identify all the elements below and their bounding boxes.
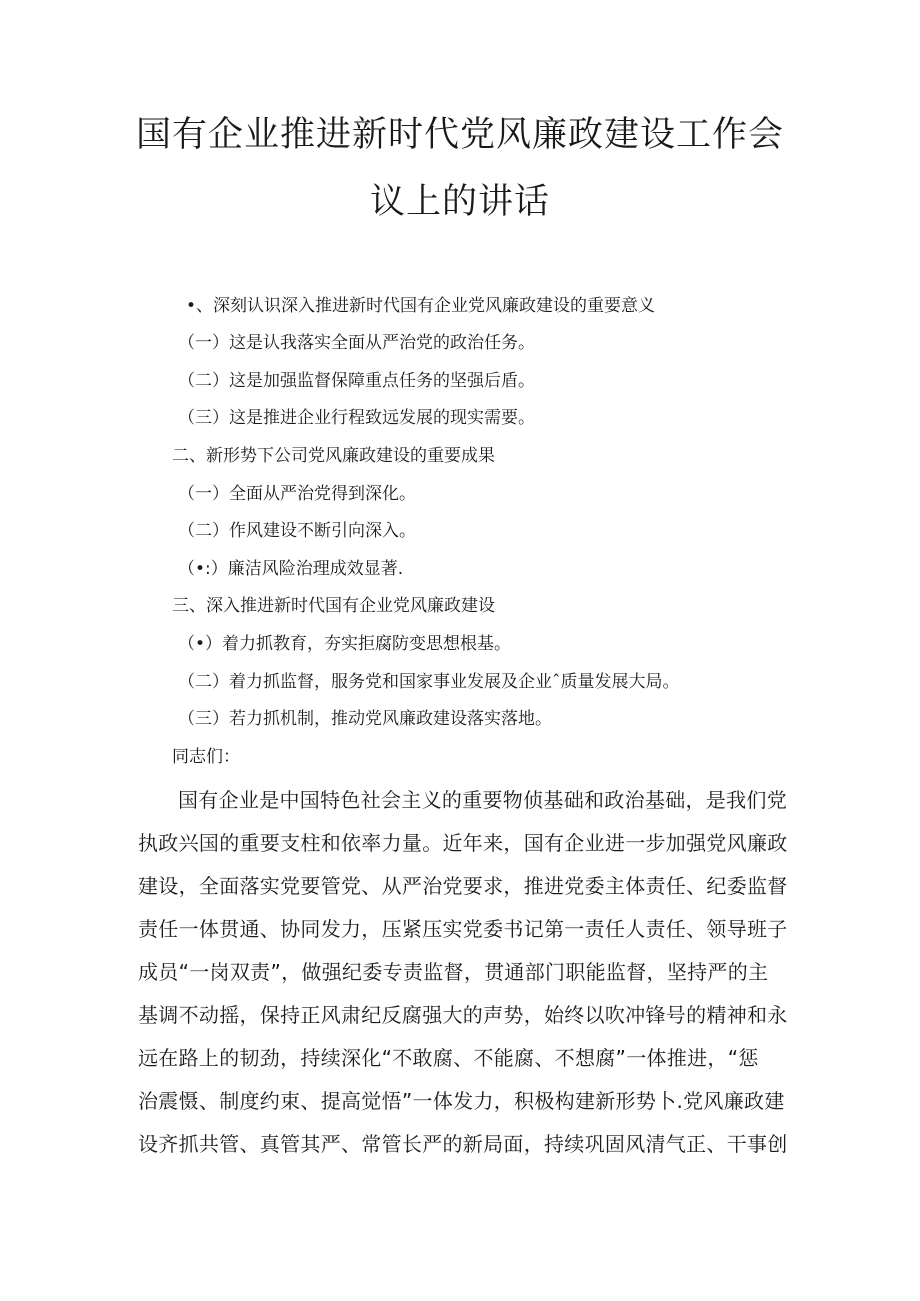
body-line: 国有企业是中国特色社会主义的重要物侦基础和政治基础，是我们党: [178, 788, 787, 812]
outline-item: （二）这是加强监督保障重点任务的坚强后盾。: [178, 371, 535, 391]
body-line: 责任一体贯通、协同发力，压紧压实党委书记第一责任人责任、领导班子: [138, 917, 788, 941]
outline-item: （二）作风建设不断引向深入。: [178, 521, 416, 541]
body-line: 成员“一岗双责”，做强纪委专责监督，贯通部门职能监督，坚持严的主: [138, 960, 769, 984]
document-title-line-1: 国有企业推进新时代党风廉政建设工作会: [135, 115, 784, 155]
outline-item: （三）这是推进企业行程致远发展的现实需要。: [178, 408, 535, 428]
salutation: 同志们：: [172, 747, 240, 767]
outline-item: （一）全面从严治党得到深化。: [178, 484, 416, 504]
body-line: 设齐抓共管、真管其严、常管长严的新局面，持续巩固风清气正、干事创: [138, 1132, 788, 1156]
outline-heading-3: 三、深入推进新时代国有企业党风廉政建设: [172, 596, 495, 616]
body-line: 执政兴国的重要支柱和依率力量。近年来，国有企业进一步加强党风廉政: [138, 831, 788, 855]
outline-heading-2: 二、新形势下公司党风廉政建设的重要成果: [172, 446, 495, 466]
document-title-line-2: 议上的讲话: [369, 182, 550, 222]
outline-item: （三）若力抓机制，推动党风廉政建设落实落地。: [178, 709, 552, 729]
outline-item: （•:）廉洁风险治理成效显著.: [178, 559, 404, 579]
outline-item: （二）着力抓监督，服务党和国家事业发展及企业ˆ质量发展大局。: [178, 672, 680, 692]
body-line: 远在路上的韧劲，持续深化“不敢腐、不能腐、不想腐”一体推进，“惩: [138, 1046, 759, 1070]
outline-item: （一）这是认我落实全面从严治党的政治任务。: [178, 333, 535, 353]
outline-item: （•）着力抓教育，夯实拒腐防变思想根基。: [178, 634, 512, 654]
body-line: 建设，全面落实党要管党、从严治党要求，推进党委主体责任、纪委监督: [138, 874, 788, 898]
body-line: 基调不动摇，保持正风肃纪反腐强大的声势，始终以吹冲锋号的精神和永: [138, 1003, 788, 1027]
outline-heading-1: •、深刻认识深入推进新时代国有企业党风廉政建设的重要意义: [186, 296, 656, 316]
body-line: 治震慑、制度约束、提高觉悟”一体发力，积极构建新形势卜.党风廉政建: [138, 1089, 785, 1113]
